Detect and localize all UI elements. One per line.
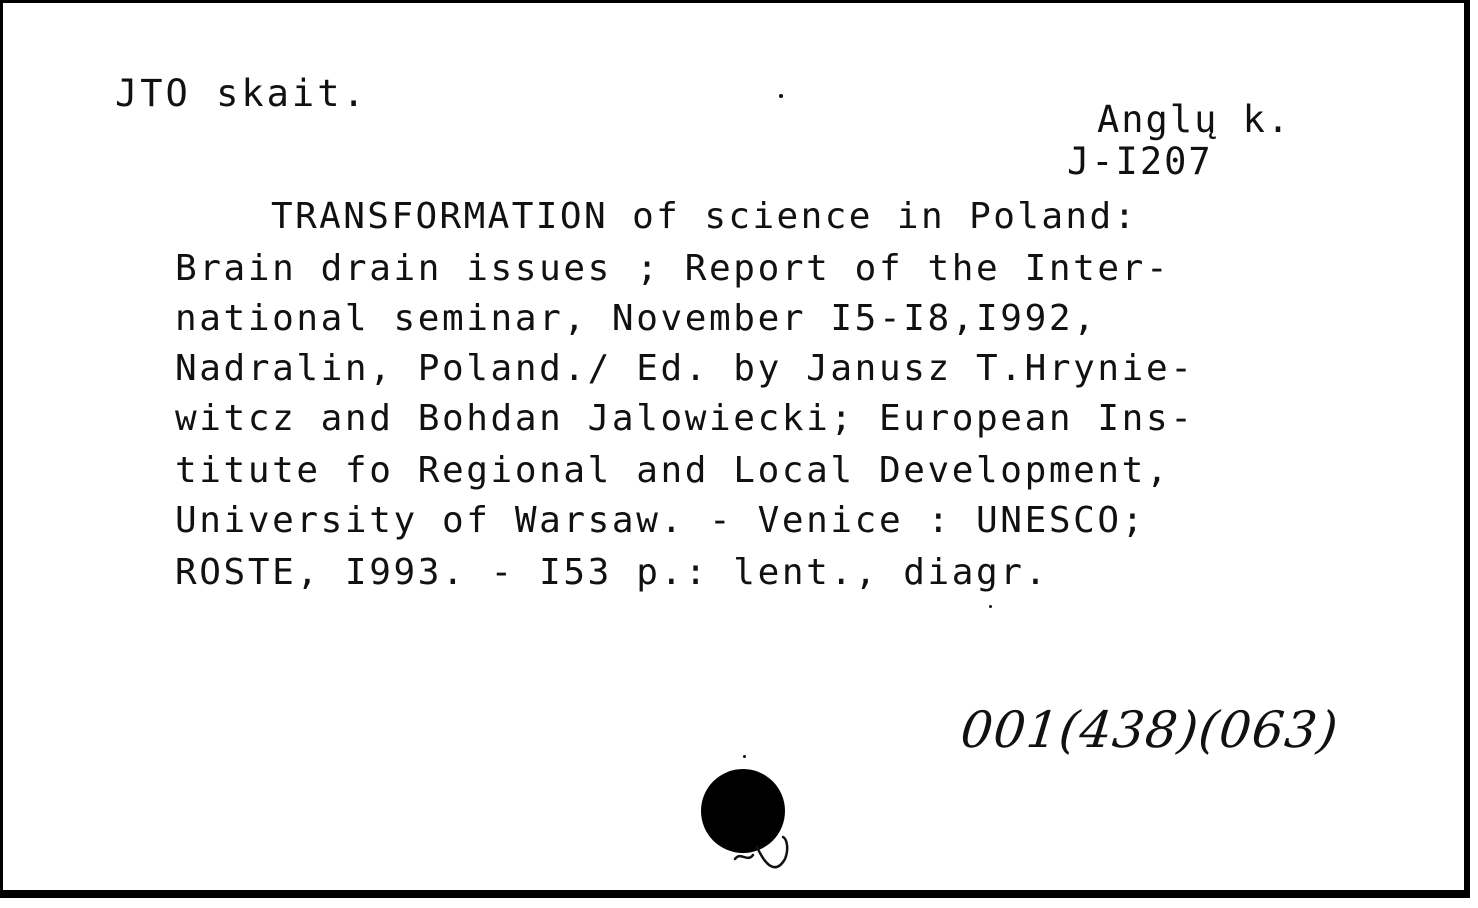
- subject-header: JTO skait.: [115, 72, 368, 115]
- bibliographic-line: titute fo Regional and Local Development,: [175, 450, 1171, 491]
- bibliographic-line: University of Warsaw. - Venice : UNESCO;: [175, 500, 1146, 541]
- bibliographic-line: national seminar, November I5-I8,I992,: [175, 298, 1098, 339]
- ink-speck: [989, 605, 992, 608]
- bibliographic-line: witcz and Bohdan Jalowiecki; European Ins-: [175, 398, 1195, 439]
- bibliographic-line: TRANSFORMATION of science in Poland:: [271, 196, 1138, 237]
- ink-speck: [779, 94, 783, 98]
- bibliographic-line: ROSTE, I993. - I53 p.: lent., diagr.: [175, 552, 1049, 593]
- ink-speck: [743, 755, 746, 758]
- bibliographic-line: Nadralin, Poland./ Ed. by Janusz T.Hrynie-: [175, 348, 1195, 389]
- handwritten-classification: 001(438)(063): [957, 701, 1342, 759]
- bibliographic-line: Brain drain issues ; Report of the Inter-: [175, 248, 1171, 289]
- hole-scribble-mark: [727, 829, 797, 879]
- language-note: Anglų k.: [1097, 98, 1292, 141]
- call-number: J-I207: [1067, 140, 1213, 183]
